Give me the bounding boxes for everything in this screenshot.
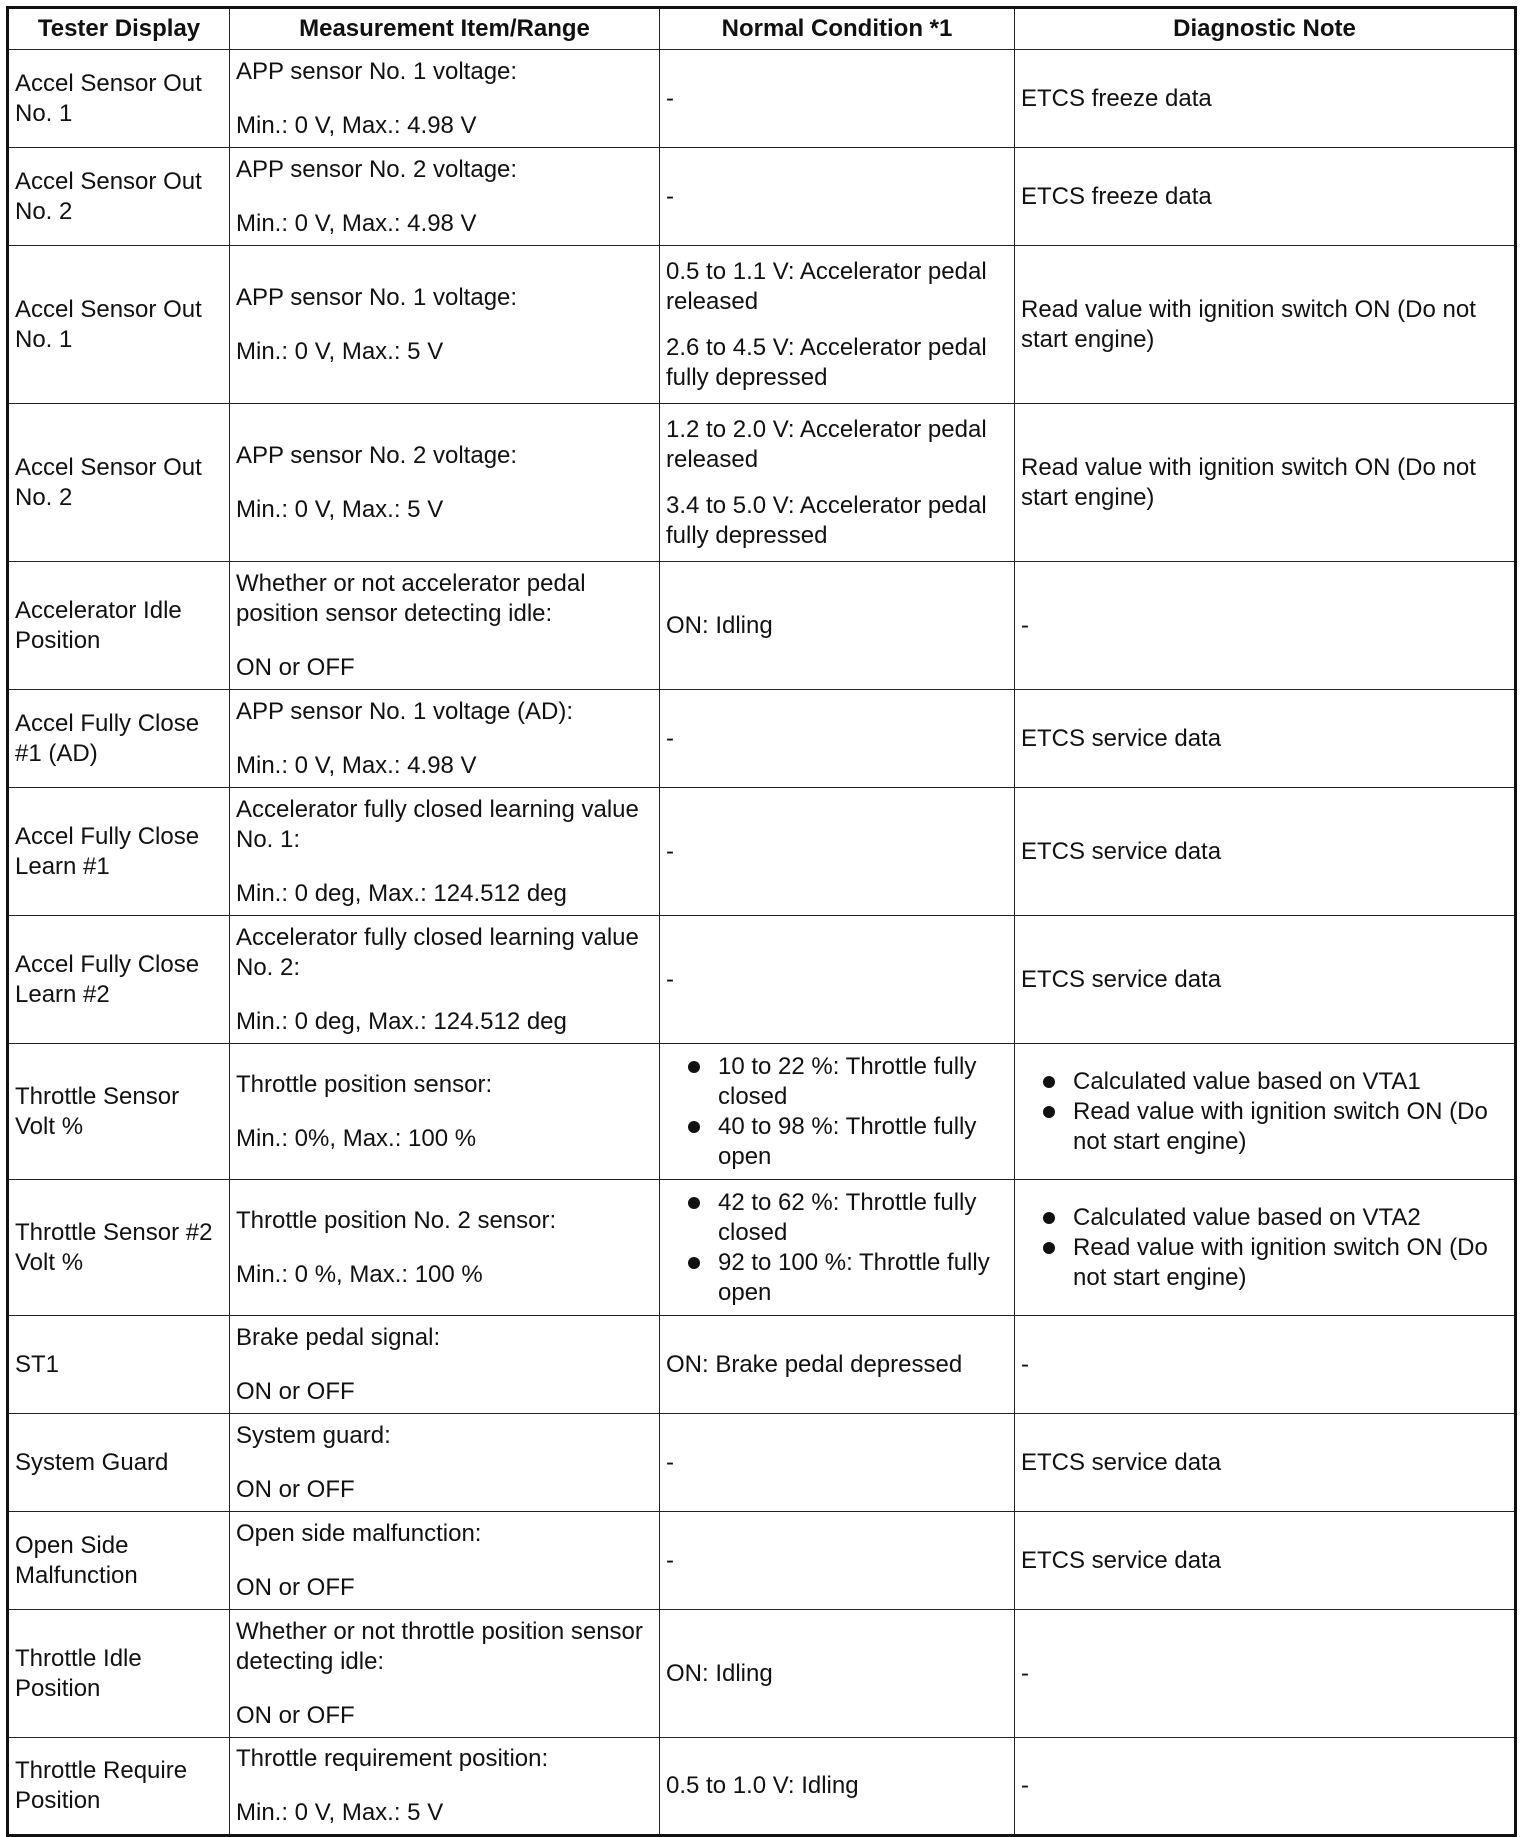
cell-diagnostic-note bbox=[1015, 1512, 1516, 1610]
cell-normal-condition bbox=[660, 788, 1015, 916]
tester-display-line: Throttle Require bbox=[15, 1757, 188, 1784]
cell-diagnostic-note bbox=[1015, 148, 1516, 246]
cell-normal-condition bbox=[660, 1316, 1015, 1414]
cell-normal-condition bbox=[660, 1414, 1015, 1512]
tester-display-line: No. 2 bbox=[15, 197, 73, 225]
cell-normal-condition bbox=[660, 1044, 1015, 1180]
diagnostic-note-text: ETCS service data bbox=[1021, 965, 1222, 993]
measurement-label: Throttle requirement position: bbox=[236, 1745, 549, 1772]
measurement-range: Min.: 0 deg, Max.: 124.512 deg bbox=[236, 879, 567, 907]
tester-display-line: Position bbox=[15, 1787, 101, 1814]
measurement-label: Open side malfunction: bbox=[236, 1519, 482, 1547]
tester-display-line: Throttle Sensor #2 bbox=[15, 1218, 213, 1246]
cell-measurement bbox=[230, 1414, 660, 1512]
cell-tester-display bbox=[8, 246, 230, 404]
cell-normal-condition bbox=[660, 1610, 1015, 1738]
diagnostic-note-bullet: Read value with ignition switch ON (Do not start engine) bbox=[1043, 1097, 1508, 1157]
tester-display-line: No. 1 bbox=[15, 99, 73, 127]
cell-normal-condition bbox=[660, 404, 1015, 562]
measurement-range: Min.: 0 deg, Max.: 124.512 deg bbox=[236, 1007, 567, 1035]
tester-display-line: #1 (AD) bbox=[15, 739, 98, 767]
measurement-label: Throttle position sensor: bbox=[236, 1070, 493, 1098]
cell-normal-condition bbox=[660, 1180, 1015, 1316]
diagnostic-note-text: ETCS service data bbox=[1021, 837, 1222, 865]
table-row bbox=[8, 1180, 1516, 1316]
tester-display-line: Malfunction bbox=[15, 1561, 138, 1589]
diagnostic-note-text: ETCS service data bbox=[1021, 1448, 1222, 1476]
measurement-label: Accelerator fully closed learning value No. 2: bbox=[236, 923, 639, 981]
measurement-label: Brake pedal signal: bbox=[236, 1323, 441, 1351]
cell-normal-condition bbox=[660, 1738, 1015, 1836]
measurement-range: ON or OFF bbox=[236, 1475, 355, 1503]
tester-display-line: No. 1 bbox=[15, 325, 73, 353]
cell-tester-display bbox=[8, 148, 230, 246]
measurement-label: Whether or not throttle position sensor detecting idle: bbox=[236, 1617, 643, 1675]
diagnostic-note-text: - bbox=[1021, 1659, 1029, 1687]
cell-diagnostic-note bbox=[1015, 1044, 1516, 1180]
measurement-label: APP sensor No. 1 voltage: bbox=[236, 283, 518, 311]
normal-condition-text: - bbox=[666, 84, 674, 112]
data-list-table bbox=[6, 6, 1517, 1837]
tester-display-line: Accel Sensor Out bbox=[15, 69, 202, 97]
tester-display-line: No. 2 bbox=[15, 483, 73, 511]
cell-tester-display bbox=[8, 562, 230, 690]
cell-diagnostic-note bbox=[1015, 690, 1516, 788]
table-row bbox=[8, 562, 1516, 690]
cell-tester-display bbox=[8, 1610, 230, 1738]
normal-condition-text: - bbox=[666, 837, 674, 865]
column-header-diagnostic-note: Diagnostic Note bbox=[1015, 8, 1516, 50]
measurement-range: Min.: 0 V, Max.: 5 V bbox=[236, 495, 444, 523]
cell-tester-display bbox=[8, 1180, 230, 1316]
cell-measurement bbox=[230, 1180, 660, 1316]
measurement-range: Min.: 0 V, Max.: 5 V bbox=[236, 1799, 444, 1826]
normal-condition-text: 2.6 to 4.5 V: Accelerator pedal fully depressed bbox=[666, 333, 987, 391]
cell-diagnostic-note bbox=[1015, 1738, 1516, 1836]
cell-tester-display bbox=[8, 1414, 230, 1512]
measurement-range: Min.: 0 V, Max.: 5 V bbox=[236, 337, 444, 365]
cell-measurement bbox=[230, 690, 660, 788]
measurement-range: ON or OFF bbox=[236, 1377, 355, 1405]
measurement-range: Min.: 0 V, Max.: 4.98 V bbox=[236, 751, 477, 779]
measurement-label: Throttle position No. 2 sensor: bbox=[236, 1206, 557, 1234]
cell-tester-display bbox=[8, 1316, 230, 1414]
measurement-range: ON or OFF bbox=[236, 653, 355, 681]
cell-diagnostic-note bbox=[1015, 246, 1516, 404]
table-row bbox=[8, 1414, 1516, 1512]
normal-condition-text: 0.5 to 1.1 V: Accelerator pedal released bbox=[666, 257, 987, 315]
measurement-label: Whether or not accelerator pedal position sensor detecting idle: bbox=[236, 569, 586, 627]
table-row bbox=[8, 246, 1516, 404]
measurement-range: ON or OFF bbox=[236, 1573, 355, 1601]
diagnostic-note-text: ETCS freeze data bbox=[1021, 84, 1212, 112]
normal-condition-text: ON: Brake pedal depressed bbox=[666, 1350, 963, 1378]
cell-tester-display bbox=[8, 916, 230, 1044]
normal-condition-bullet: 92 to 100 %: Throttle fully open bbox=[688, 1248, 1008, 1308]
table-header-row bbox=[8, 8, 1516, 50]
tester-display-line: Position bbox=[15, 1674, 101, 1702]
cell-normal-condition bbox=[660, 1512, 1015, 1610]
cell-measurement bbox=[230, 1316, 660, 1414]
measurement-range: ON or OFF bbox=[236, 1701, 355, 1729]
tester-display-line: Accel Fully Close bbox=[15, 709, 200, 737]
table-row bbox=[8, 788, 1516, 916]
diagnostic-note-bullet: Calculated value based on VTA2 bbox=[1043, 1203, 1508, 1233]
diagnostic-note-text: ETCS freeze data bbox=[1021, 182, 1212, 210]
diagnostic-note-text: ETCS service data bbox=[1021, 1546, 1222, 1574]
normal-condition-text: - bbox=[666, 1448, 674, 1476]
tester-display-line: Throttle Idle bbox=[15, 1644, 142, 1672]
cell-diagnostic-note bbox=[1015, 50, 1516, 148]
tester-display-line: Accel Sensor Out bbox=[15, 167, 202, 195]
normal-condition-text: - bbox=[666, 182, 674, 210]
cell-tester-display bbox=[8, 50, 230, 148]
cell-tester-display bbox=[8, 1044, 230, 1180]
cell-measurement bbox=[230, 50, 660, 148]
cell-measurement bbox=[230, 148, 660, 246]
diagnostic-note-text: - bbox=[1021, 611, 1029, 639]
cell-measurement bbox=[230, 404, 660, 562]
cell-tester-display bbox=[8, 404, 230, 562]
cell-diagnostic-note bbox=[1015, 1316, 1516, 1414]
measurement-label: APP sensor No. 2 voltage: bbox=[236, 441, 518, 469]
tester-display-line: Accelerator Idle bbox=[15, 596, 182, 624]
normal-condition-text: 0.5 to 1.0 V: Idling bbox=[666, 1772, 859, 1799]
table-row bbox=[8, 1044, 1516, 1180]
measurement-label: APP sensor No. 1 voltage (AD): bbox=[236, 697, 574, 725]
measurement-label: APP sensor No. 1 voltage: bbox=[236, 57, 518, 85]
measurement-label: System guard: bbox=[236, 1421, 391, 1449]
tester-display-line: System Guard bbox=[15, 1448, 169, 1476]
normal-condition-text: - bbox=[666, 965, 674, 993]
measurement-range: Min.: 0%, Max.: 100 % bbox=[236, 1124, 477, 1152]
cell-diagnostic-note bbox=[1015, 404, 1516, 562]
cell-measurement bbox=[230, 246, 660, 404]
diagnostic-note-text: - bbox=[1021, 1772, 1029, 1799]
diagnostic-note-bullet: Read value with ignition switch ON (Do not start engine) bbox=[1043, 1233, 1508, 1293]
table-row bbox=[8, 1512, 1516, 1610]
diagnostic-note-text: Read value with ignition switch ON (Do not start engine) bbox=[1021, 295, 1476, 353]
cell-normal-condition bbox=[660, 690, 1015, 788]
cell-measurement bbox=[230, 1044, 660, 1180]
cell-measurement bbox=[230, 1610, 660, 1738]
cell-normal-condition bbox=[660, 562, 1015, 690]
measurement-range: Min.: 0 V, Max.: 4.98 V bbox=[236, 111, 477, 139]
normal-condition-text: 1.2 to 2.0 V: Accelerator pedal released bbox=[666, 415, 987, 473]
normal-condition-bullet: 40 to 98 %: Throttle fully open bbox=[688, 1112, 1008, 1172]
table-row bbox=[8, 1738, 1516, 1836]
diagnostic-note-text: ETCS service data bbox=[1021, 724, 1222, 752]
cell-normal-condition bbox=[660, 50, 1015, 148]
table-row bbox=[8, 690, 1516, 788]
measurement-label: Accelerator fully closed learning value No. 1: bbox=[236, 795, 639, 853]
table-row bbox=[8, 916, 1516, 1044]
tester-display-line: Accel Sensor Out bbox=[15, 453, 202, 481]
column-header-normal-condition: Normal Condition *1 bbox=[660, 8, 1015, 50]
normal-condition-text: - bbox=[666, 724, 674, 752]
measurement-range: Min.: 0 V, Max.: 4.98 V bbox=[236, 209, 477, 237]
cell-measurement bbox=[230, 1738, 660, 1836]
cell-normal-condition bbox=[660, 916, 1015, 1044]
cell-normal-condition bbox=[660, 246, 1015, 404]
cell-diagnostic-note bbox=[1015, 916, 1516, 1044]
normal-condition-text: ON: Idling bbox=[666, 1659, 773, 1687]
cell-measurement bbox=[230, 1512, 660, 1610]
tester-display-line: Accel Fully Close bbox=[15, 822, 200, 850]
cell-diagnostic-note bbox=[1015, 562, 1516, 690]
table-body bbox=[8, 50, 1516, 1836]
measurement-range: Min.: 0 %, Max.: 100 % bbox=[236, 1260, 483, 1288]
tester-display-line: Accel Sensor Out bbox=[15, 295, 202, 323]
normal-condition-bullet: 10 to 22 %: Throttle fully closed bbox=[688, 1052, 1008, 1112]
cell-tester-display bbox=[8, 1512, 230, 1610]
normal-condition-text: 3.4 to 5.0 V: Accelerator pedal fully depressed bbox=[666, 491, 987, 549]
diagnostic-note-text: Read value with ignition switch ON (Do not start engine) bbox=[1021, 453, 1476, 511]
normal-condition-text: - bbox=[666, 1546, 674, 1574]
cell-diagnostic-note bbox=[1015, 1180, 1516, 1316]
tester-display-line: Learn #2 bbox=[15, 980, 110, 1008]
table-row bbox=[8, 1610, 1516, 1738]
column-header-tester-display: Tester Display bbox=[8, 8, 230, 50]
cell-measurement bbox=[230, 562, 660, 690]
tester-display-line: Volt % bbox=[15, 1112, 84, 1140]
table-row bbox=[8, 404, 1516, 562]
normal-condition-bullet: 42 to 62 %: Throttle fully closed bbox=[688, 1188, 1008, 1248]
tester-display-line: Learn #1 bbox=[15, 852, 110, 880]
tester-display-line: Open Side bbox=[15, 1531, 129, 1559]
cell-tester-display bbox=[8, 690, 230, 788]
tester-display-line: Volt % bbox=[15, 1248, 84, 1276]
table-row bbox=[8, 148, 1516, 246]
column-header-measurement: Measurement Item/Range bbox=[230, 8, 660, 50]
cell-measurement bbox=[230, 788, 660, 916]
table-row bbox=[8, 50, 1516, 148]
cell-diagnostic-note bbox=[1015, 1414, 1516, 1512]
tester-display-line: Position bbox=[15, 626, 101, 654]
cell-measurement bbox=[230, 916, 660, 1044]
diagnostic-note-text: - bbox=[1021, 1350, 1029, 1378]
normal-condition-text: ON: Idling bbox=[666, 611, 773, 639]
cell-diagnostic-note bbox=[1015, 1610, 1516, 1738]
tester-display-line: Throttle Sensor bbox=[15, 1082, 180, 1110]
measurement-label: APP sensor No. 2 voltage: bbox=[236, 155, 518, 183]
cell-normal-condition bbox=[660, 148, 1015, 246]
cell-tester-display bbox=[8, 1738, 230, 1836]
table-row bbox=[8, 1316, 1516, 1414]
tester-display-line: Accel Fully Close bbox=[15, 950, 200, 978]
tester-display-line: ST1 bbox=[15, 1350, 60, 1378]
cell-diagnostic-note bbox=[1015, 788, 1516, 916]
diagnostic-note-bullet: Calculated value based on VTA1 bbox=[1043, 1067, 1508, 1097]
cell-tester-display bbox=[8, 788, 230, 916]
